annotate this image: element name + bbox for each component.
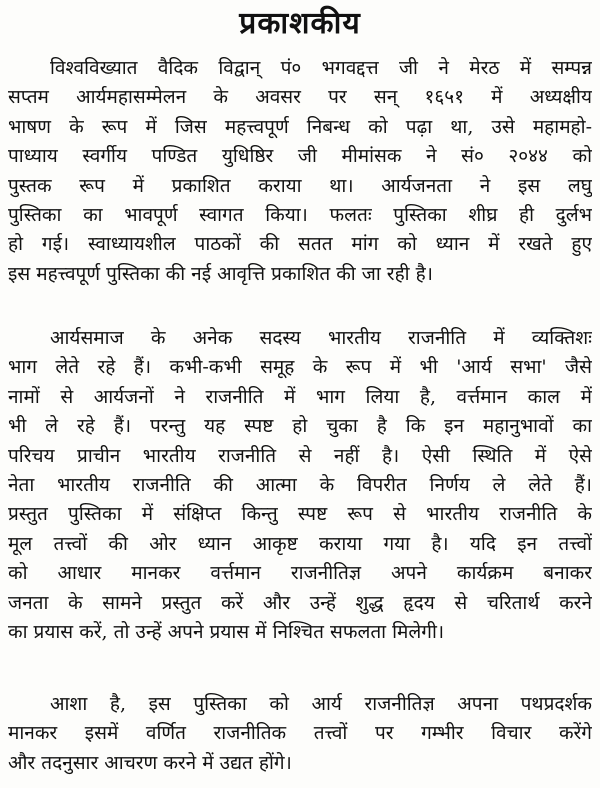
text-line: का प्रयास करें, तो उन्हें अपने प्रयास में निश्चित सफलता मिलेगी। (8, 620, 445, 643)
text-line: पाध्याय स्वर्गीय पण्डित युधिष्ठिर जी मीमांसक ने सं० २०४४ को (8, 145, 592, 168)
text-line: नामों से आर्यजनों ने राजनीति में भाग लिया है, वर्त्तमान काल में (8, 385, 592, 408)
page-title: प्रकाशकीय (239, 6, 361, 41)
text-line: भाग लेते रहे हैं। कभी-कभी समूह के रूप में भी 'आर्य सभा' जैसे (8, 356, 592, 379)
text-line: को आधार मानकर वर्त्तमान राजनीतिज्ञ अपने कार्यक्रम बनाकर (8, 562, 592, 585)
text-line: जनता के सामने प्रस्तुत करें और उन्हें शुद्ध हृदय से चरितार्थ करने (8, 591, 592, 614)
paragraph-2 (8, 324, 592, 647)
text-line: आशा है, इस पुस्तिका को आर्य राजनीतिज्ञ अपना पथप्रदर्शक (50, 693, 592, 715)
text-line: भी ले रहे हैं। परन्तु यह स्पष्ट हो चुका है कि इन महानुभावों का (8, 415, 592, 438)
text-line: प्रस्तुत पुस्तिका में संक्षिप्त किन्तु स्पष्ट रूप से भारतीय राजनीति के (8, 503, 592, 526)
text-line: नेता भारतीय राजनीति की आत्मा के विपरीत निर्णय ले लेते हैं। (8, 473, 592, 496)
text-line: सप्तम आर्यमहासम्मेलन के अवसर पर सन् १६५१ में अध्यक्षीय (8, 86, 592, 109)
text-line: हो गई। स्वाध्यायशील पाठकों की सतत मांग को ध्यान में रखते हुए (8, 233, 592, 256)
paragraph-3 (8, 690, 592, 778)
text-line: मानकर इसमें वर्णित राजनीतिक तत्त्वों पर गम्भीर विचार करेंगे (8, 722, 592, 745)
text-line: पुस्तक रूप में प्रकाशित कराया था। आर्यजनता ने इस लघु (8, 174, 592, 197)
paragraph-1 (8, 54, 592, 289)
text-line: पुस्तिका का भावपूर्ण स्वागत किया। फलतः पुस्तिका शीघ्र ही दुर्लभ (8, 203, 592, 226)
text-line: परिचय प्राचीन भारतीय राजनीति से नहीं है। ऐसी स्थिति में ऐसे (8, 444, 592, 467)
text-line: विश्वविख्यात वैदिक विद्वान् पं० भगवद्दत्त जी ने मेरठ में सम्पन्न (50, 57, 592, 79)
text-line: मूल तत्त्वों की ओर ध्यान आकृष्ट कराया गया है। यदि इन तत्त्वों (8, 532, 592, 555)
text-line: आर्यसमाज के अनेक सदस्य भारतीय राजनीति में व्यक्तिशः (50, 327, 592, 349)
text-line: और तदनुसार आचरण करने में उद्यत होंगे। (8, 751, 292, 774)
text-line: इस महत्त्वपूर्ण पुस्तिका की नई आवृत्ति प्रकाशित की जा रही है। (8, 262, 433, 285)
text-line: भाषण के रूप में जिस महत्त्वपूर्ण निबन्ध को पढ़ा था, उसे महामहो- (8, 115, 592, 138)
